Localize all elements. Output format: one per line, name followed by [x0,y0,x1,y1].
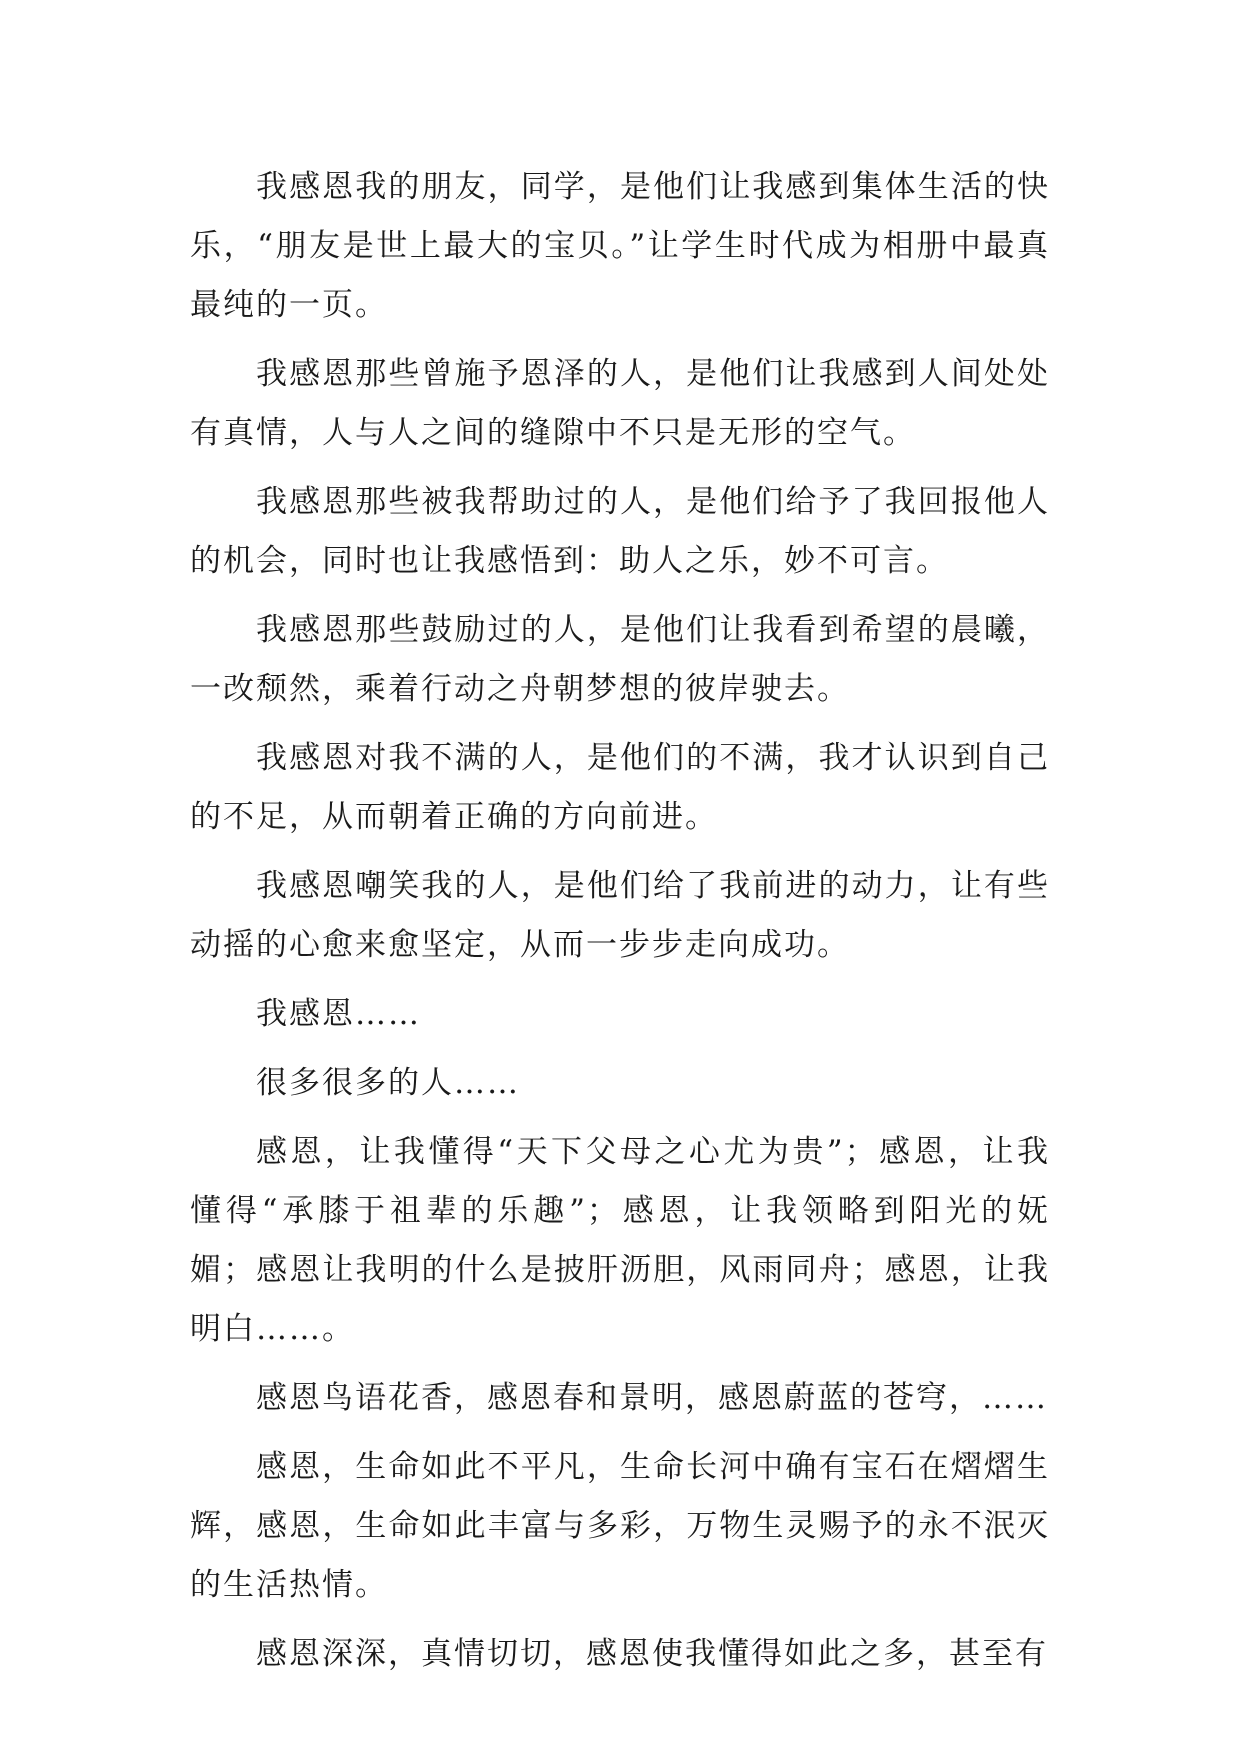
document-body [190,158,1050,1694]
paragraph-1: 我感恩我的朋友，同学，是他们让我感到集体生活的快乐，“朋友是世上最大的宝贝。”让学生时代成为相册中最真最纯的一页。 [190,169,1050,323]
paragraph-9: 感恩，让我懂得“天下父母之心尤为贵”；感恩，让我懂得“承膝于祖辈的乐趣”；感恩，让我领略到阳光的妩媚；感恩让我明的什么是披肝沥胆，风雨同舟；感恩，让我明白……。 [190,1134,1050,1347]
paragraph-11: 感恩，生命如此不平凡，生命长河中确有宝石在熠熠生辉，感恩，生命如此丰富与多彩，万物生灵赐予的永不泯灭的生活热情。 [190,1449,1050,1603]
paragraph-8: 很多很多的人…… [256,1065,520,1101]
paragraph-2: 我感恩那些曾施予恩泽的人，是他们让我感到人间处处有真情，人与人之间的缝隙中不只是无形的空气。 [190,356,1050,451]
paragraph-7: 我感恩…… [256,996,421,1032]
paragraph-12: 感恩深深，真情切切，感恩使我懂得如此之多，甚至有 [256,1636,1048,1672]
paragraph-6: 我感恩嘲笑我的人，是他们给了我前进的动力，让有些动摇的心愈来愈坚定，从而一步步走向成功。 [190,868,1050,963]
paragraph-5: 我感恩对我不满的人，是他们的不满，我才认识到自己的不足，从而朝着正确的方向前进。 [190,740,1050,835]
paragraph-3: 我感恩那些被我帮助过的人，是他们给予了我回报他人的机会，同时也让我感悟到：助人之乐，妙不可言。 [190,484,1050,579]
paragraph-10: 感恩鸟语花香，感恩春和景明，感恩蔚蓝的苍穹，…… [256,1380,1048,1416]
paragraph-4: 我感恩那些鼓励过的人，是他们让我看到希望的晨曦，一改颓然，乘着行动之舟朝梦想的彼岸驶去。 [190,612,1050,707]
